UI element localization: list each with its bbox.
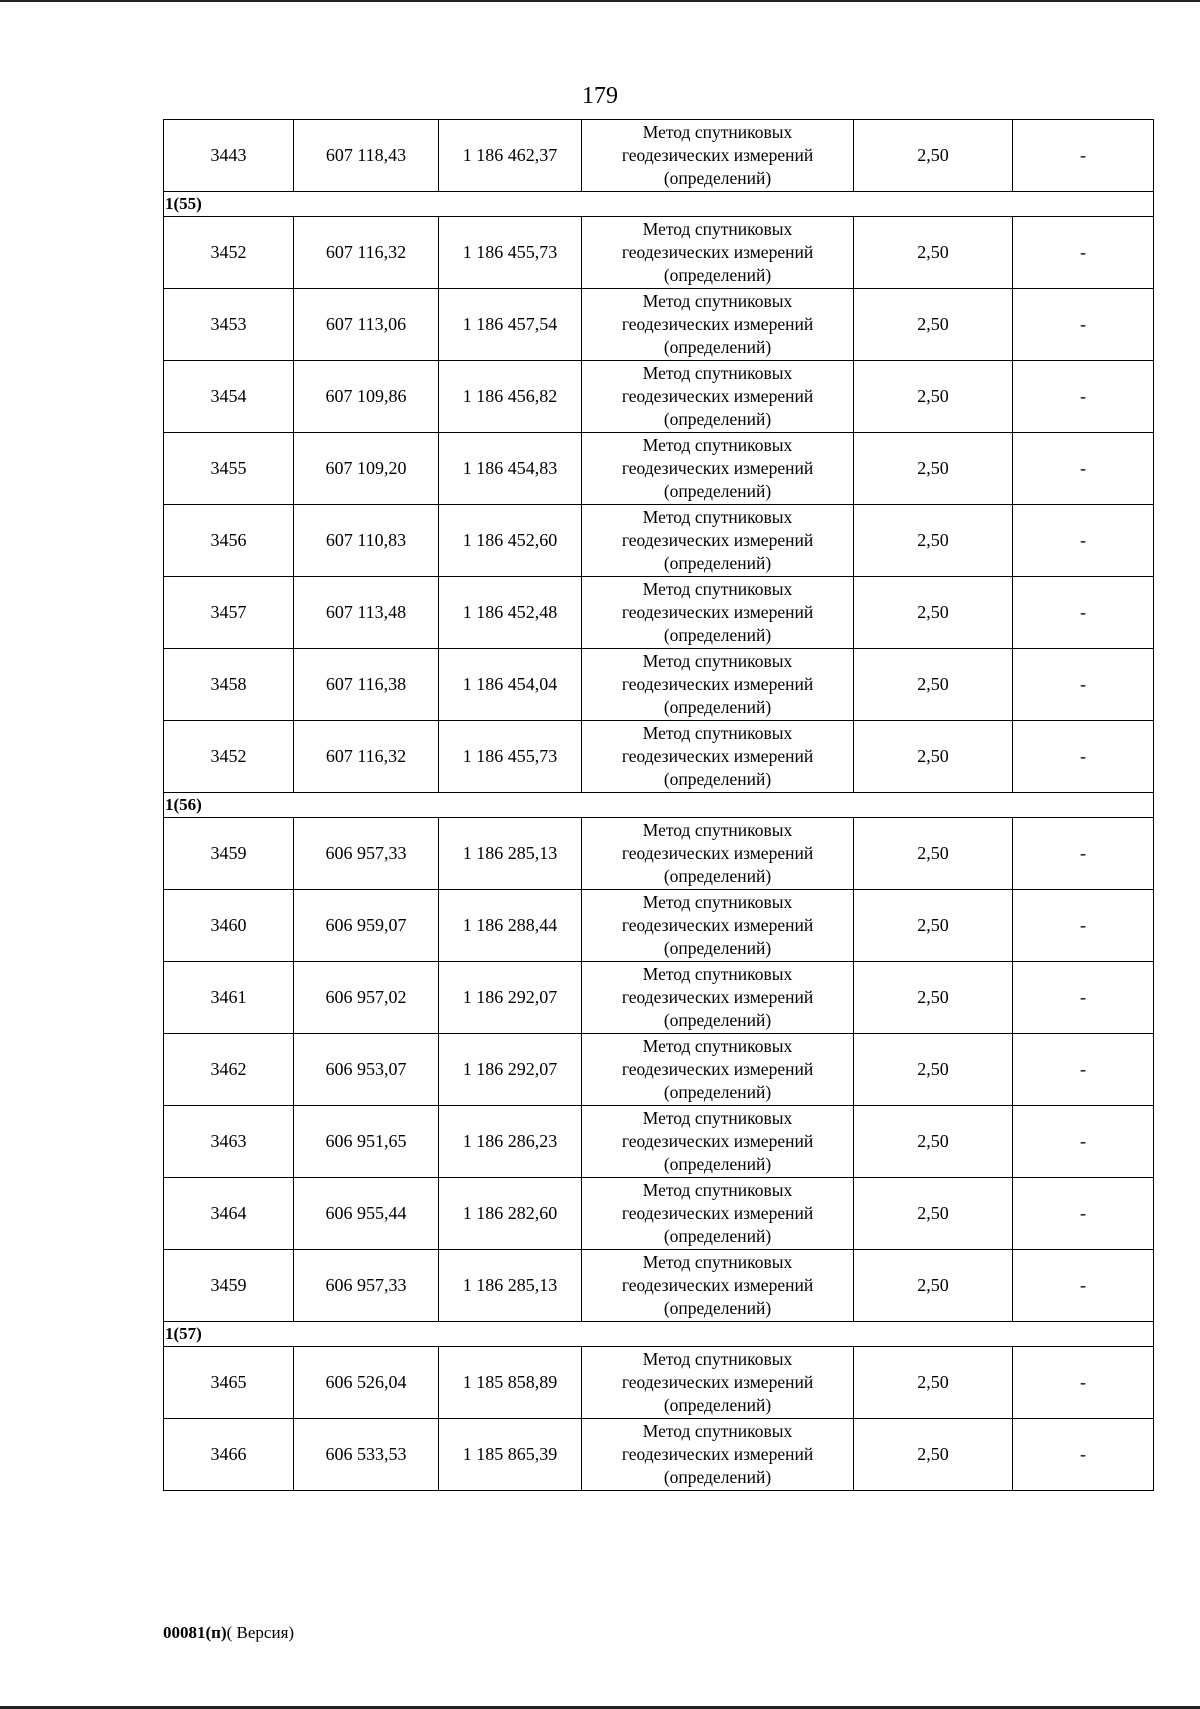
note-cell: -: [1013, 890, 1154, 962]
method-cell: [582, 1106, 854, 1178]
note-cell: -: [1013, 721, 1154, 793]
x-coordinate-cell: 607 113,06: [294, 289, 439, 361]
accuracy-cell: 2,50: [854, 1347, 1013, 1419]
method-line: геодезических измерений: [621, 602, 814, 622]
group-label: 1(55): [164, 192, 1154, 217]
method-line: Метод спутниковых: [642, 435, 793, 455]
table-row: [164, 890, 1154, 962]
method-cell: [582, 433, 854, 505]
point-number-cell: 3455: [164, 433, 294, 505]
method-cell: [582, 1347, 854, 1419]
method-line: геодезических измерений: [621, 145, 814, 165]
x-coordinate-cell: 607 110,83: [294, 505, 439, 577]
method-line: Метод спутниковых: [642, 1252, 793, 1272]
method-line: Метод спутниковых: [642, 820, 793, 840]
method-cell: [582, 1178, 854, 1250]
x-coordinate-cell: 606 957,33: [294, 818, 439, 890]
x-coordinate-cell: 607 116,32: [294, 721, 439, 793]
table-row: [164, 217, 1154, 289]
y-coordinate-cell: 1 186 292,07: [439, 962, 582, 1034]
method-line: (определений): [663, 337, 772, 357]
point-number-cell: 3459: [164, 818, 294, 890]
method-line: геодезических измерений: [621, 1372, 814, 1392]
x-coordinate-cell: 607 109,86: [294, 361, 439, 433]
x-coordinate-cell: 607 113,48: [294, 577, 439, 649]
document-version-label: ( Версия): [226, 1623, 295, 1642]
y-coordinate-cell: 1 186 285,13: [439, 1250, 582, 1322]
table-row: [164, 1034, 1154, 1106]
method-line: (определений): [663, 625, 772, 645]
x-coordinate-cell: 606 955,44: [294, 1178, 439, 1250]
point-number-cell: 3461: [164, 962, 294, 1034]
method-line: геодезических измерений: [621, 915, 814, 935]
point-number-cell: 3452: [164, 721, 294, 793]
group-header-row: [164, 1322, 1154, 1347]
method-line: Метод спутниковых: [642, 1108, 793, 1128]
method-line: Метод спутниковых: [642, 1349, 793, 1369]
method-line: геодезических измерений: [621, 843, 814, 863]
point-number-cell: 3452: [164, 217, 294, 289]
method-line: (определений): [663, 769, 772, 789]
point-number-cell: 3453: [164, 289, 294, 361]
y-coordinate-cell: 1 186 462,37: [439, 120, 582, 192]
method-cell: [582, 649, 854, 721]
accuracy-cell: 2,50: [854, 1419, 1013, 1491]
method-line: геодезических измерений: [621, 674, 814, 694]
method-cell: [582, 505, 854, 577]
page-number: 179: [582, 83, 618, 109]
table-row: [164, 1106, 1154, 1178]
x-coordinate-cell: 606 526,04: [294, 1347, 439, 1419]
x-coordinate-cell: 606 533,53: [294, 1419, 439, 1491]
method-line: Метод спутниковых: [642, 964, 793, 984]
method-cell: [582, 361, 854, 433]
method-line: (определений): [663, 1082, 772, 1102]
table-row: [164, 577, 1154, 649]
y-coordinate-cell: 1 186 452,48: [439, 577, 582, 649]
note-cell: -: [1013, 577, 1154, 649]
table-row: [164, 1250, 1154, 1322]
y-coordinate-cell: 1 186 292,07: [439, 1034, 582, 1106]
note-cell: -: [1013, 649, 1154, 721]
accuracy-cell: 2,50: [854, 433, 1013, 505]
y-coordinate-cell: 1 185 858,89: [439, 1347, 582, 1419]
method-cell: [582, 1419, 854, 1491]
y-coordinate-cell: 1 186 452,60: [439, 505, 582, 577]
accuracy-cell: 2,50: [854, 1178, 1013, 1250]
method-cell: [582, 577, 854, 649]
method-line: (определений): [663, 1010, 772, 1030]
note-cell: -: [1013, 818, 1154, 890]
accuracy-cell: 2,50: [854, 1250, 1013, 1322]
table-row: [164, 433, 1154, 505]
method-line: (определений): [663, 697, 772, 717]
method-line: Метод спутниковых: [642, 291, 793, 311]
note-cell: -: [1013, 1178, 1154, 1250]
table-row: [164, 120, 1154, 192]
method-cell: [582, 120, 854, 192]
note-cell: -: [1013, 505, 1154, 577]
point-number-cell: 3464: [164, 1178, 294, 1250]
method-line: (определений): [663, 168, 772, 188]
accuracy-cell: 2,50: [854, 217, 1013, 289]
y-coordinate-cell: 1 186 454,04: [439, 649, 582, 721]
table-row: [164, 505, 1154, 577]
method-line: Метод спутниковых: [642, 507, 793, 527]
note-cell: -: [1013, 433, 1154, 505]
method-line: геодезических измерений: [621, 386, 814, 406]
method-line: геодезических измерений: [621, 746, 814, 766]
note-cell: -: [1013, 1034, 1154, 1106]
y-coordinate-cell: 1 186 288,44: [439, 890, 582, 962]
method-line: геодезических измерений: [621, 242, 814, 262]
y-coordinate-cell: 1 186 455,73: [439, 721, 582, 793]
table-row: [164, 962, 1154, 1034]
table-row: [164, 818, 1154, 890]
x-coordinate-cell: 606 957,33: [294, 1250, 439, 1322]
x-coordinate-cell: 607 116,32: [294, 217, 439, 289]
method-line: (определений): [663, 1226, 772, 1246]
method-line: (определений): [663, 481, 772, 501]
table-row: [164, 649, 1154, 721]
note-cell: -: [1013, 217, 1154, 289]
y-coordinate-cell: 1 186 454,83: [439, 433, 582, 505]
scan-edge-top: [0, 0, 1200, 2]
group-header-row: [164, 192, 1154, 217]
method-line: геодезических измерений: [621, 1275, 814, 1295]
point-number-cell: 3466: [164, 1419, 294, 1491]
method-line: Метод спутниковых: [642, 723, 793, 743]
point-number-cell: 3454: [164, 361, 294, 433]
x-coordinate-cell: 607 116,38: [294, 649, 439, 721]
table-row: [164, 361, 1154, 433]
group-header-row: [164, 793, 1154, 818]
method-line: (определений): [663, 938, 772, 958]
accuracy-cell: 2,50: [854, 120, 1013, 192]
method-line: Метод спутниковых: [642, 1180, 793, 1200]
method-line: Метод спутниковых: [642, 363, 793, 383]
table-row: [164, 1347, 1154, 1419]
method-line: геодезических измерений: [621, 530, 814, 550]
method-line: (определений): [663, 553, 772, 573]
y-coordinate-cell: 1 186 282,60: [439, 1178, 582, 1250]
method-line: геодезических измерений: [621, 1059, 814, 1079]
coordinates-table: [163, 119, 1154, 1491]
method-line: (определений): [663, 1395, 772, 1415]
method-cell: [582, 1250, 854, 1322]
x-coordinate-cell: 606 953,07: [294, 1034, 439, 1106]
method-cell: [582, 962, 854, 1034]
note-cell: -: [1013, 289, 1154, 361]
method-line: Метод спутниковых: [642, 219, 793, 239]
method-cell: [582, 217, 854, 289]
point-number-cell: 3458: [164, 649, 294, 721]
x-coordinate-cell: 606 951,65: [294, 1106, 439, 1178]
table-row: [164, 1178, 1154, 1250]
method-cell: [582, 1034, 854, 1106]
accuracy-cell: 2,50: [854, 361, 1013, 433]
accuracy-cell: 2,50: [854, 505, 1013, 577]
method-line: (определений): [663, 1298, 772, 1318]
accuracy-cell: 2,50: [854, 962, 1013, 1034]
method-cell: [582, 818, 854, 890]
method-line: (определений): [663, 1154, 772, 1174]
note-cell: -: [1013, 1347, 1154, 1419]
y-coordinate-cell: 1 186 286,23: [439, 1106, 582, 1178]
accuracy-cell: 2,50: [854, 818, 1013, 890]
method-line: геодезических измерений: [621, 1444, 814, 1464]
method-line: (определений): [663, 409, 772, 429]
note-cell: -: [1013, 1250, 1154, 1322]
group-label: 1(57): [164, 1322, 1154, 1347]
y-coordinate-cell: 1 185 865,39: [439, 1419, 582, 1491]
x-coordinate-cell: 606 957,02: [294, 962, 439, 1034]
document-code: 00081(п): [163, 1623, 227, 1642]
accuracy-cell: 2,50: [854, 649, 1013, 721]
method-line: Метод спутниковых: [642, 651, 793, 671]
method-cell: [582, 289, 854, 361]
method-cell: [582, 721, 854, 793]
point-number-cell: 3457: [164, 577, 294, 649]
group-label: 1(56): [164, 793, 1154, 818]
document-version-code: [163, 1623, 294, 1643]
method-line: Метод спутниковых: [642, 1421, 793, 1441]
y-coordinate-cell: 1 186 457,54: [439, 289, 582, 361]
note-cell: -: [1013, 962, 1154, 1034]
accuracy-cell: 2,50: [854, 721, 1013, 793]
method-line: геодезических измерений: [621, 1203, 814, 1223]
table-row: [164, 721, 1154, 793]
table-row: [164, 289, 1154, 361]
method-line: геодезических измерений: [621, 1131, 814, 1151]
accuracy-cell: 2,50: [854, 1106, 1013, 1178]
method-line: геодезических измерений: [621, 987, 814, 1007]
method-line: Метод спутниковых: [642, 579, 793, 599]
accuracy-cell: 2,50: [854, 1034, 1013, 1106]
accuracy-cell: 2,50: [854, 577, 1013, 649]
y-coordinate-cell: 1 186 285,13: [439, 818, 582, 890]
accuracy-cell: 2,50: [854, 289, 1013, 361]
method-line: (определений): [663, 1467, 772, 1487]
method-line: геодезических измерений: [621, 458, 814, 478]
point-number-cell: 3462: [164, 1034, 294, 1106]
method-line: (определений): [663, 265, 772, 285]
note-cell: -: [1013, 1106, 1154, 1178]
y-coordinate-cell: 1 186 456,82: [439, 361, 582, 433]
method-line: (определений): [663, 866, 772, 886]
method-line: Метод спутниковых: [642, 1036, 793, 1056]
method-cell: [582, 890, 854, 962]
point-number-cell: 3443: [164, 120, 294, 192]
note-cell: -: [1013, 361, 1154, 433]
point-number-cell: 3456: [164, 505, 294, 577]
method-line: геодезических измерений: [621, 314, 814, 334]
point-number-cell: 3465: [164, 1347, 294, 1419]
accuracy-cell: 2,50: [854, 890, 1013, 962]
point-number-cell: 3459: [164, 1250, 294, 1322]
point-number-cell: 3460: [164, 890, 294, 962]
method-line: Метод спутниковых: [642, 892, 793, 912]
x-coordinate-cell: 607 118,43: [294, 120, 439, 192]
table-row: [164, 1419, 1154, 1491]
method-line: Метод спутниковых: [642, 122, 793, 142]
note-cell: -: [1013, 120, 1154, 192]
coordinates-table-body: [164, 120, 1154, 1491]
x-coordinate-cell: 607 109,20: [294, 433, 439, 505]
note-cell: -: [1013, 1419, 1154, 1491]
y-coordinate-cell: 1 186 455,73: [439, 217, 582, 289]
point-number-cell: 3463: [164, 1106, 294, 1178]
x-coordinate-cell: 606 959,07: [294, 890, 439, 962]
